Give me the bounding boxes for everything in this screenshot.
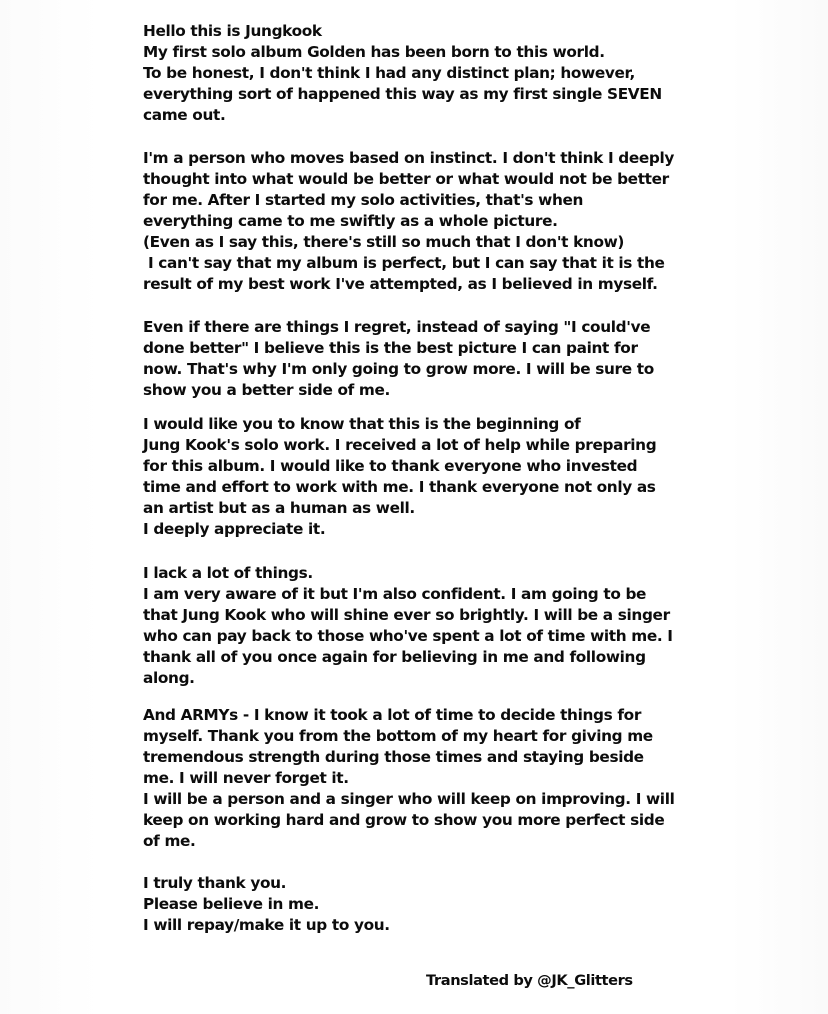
- paragraph-regret: Even if there are things I regret, instead of saying "I could've done better" I believe this is the best picture I can paint for now. That's why I'm only going to grow more. I will be sure to show you a better side of me.: [143, 318, 654, 399]
- paragraph-confidence: I lack a lot of things. I am very aware of it but I'm also confident. I am going to be that Jung Kook who will shine ever so brightly. I will be a singer who can pay back to those who've spent a lot of time with me. I thank all of you once again for believing in me and following along.: [143, 564, 673, 687]
- paragraph-instinct: I'm a person who moves based on instinct. I don't think I deeply thought into what would be better or what would not be better for me. After I started my solo activities, that's when everything came to me swiftly as a whole picture. (Even as I say this, there's still so much that I don't know) I can't say that my album is perfect, but I can say that it is the result of my best work I've attempted, as I believed in myself.: [143, 149, 675, 293]
- paragraph-armys: And ARMYs - I know it took a lot of time to decide things for myself. Thank you from the bottom of my heart for giving me tremendous strength during those times and staying beside me. I will never forget it. I will be a person and a singer who will keep on improving. I will keep on working hard and grow to show you more perfect side of me.: [143, 706, 675, 850]
- translator-credit: Translated by @JK_Glitters: [426, 972, 633, 989]
- paragraph-closing: I truly thank you. Please believe in me. I will repay/make it up to you.: [143, 874, 390, 934]
- paragraph-greeting: Hello this is Jungkook My first solo album Golden has been born to this world. To be honest, I don't think I had any distinct plan; however, everything sort of happened this way as my first single SEVEN came out.: [143, 22, 662, 124]
- paragraph-beginning: I would like you to know that this is the beginning of Jung Kook's solo work. I received a lot of help while preparing for this album. I would like to thank everyone who invested time and effort to work with me. I thank everyone not only as an artist but as a human as well. I deeply appreciate it.: [143, 415, 657, 538]
